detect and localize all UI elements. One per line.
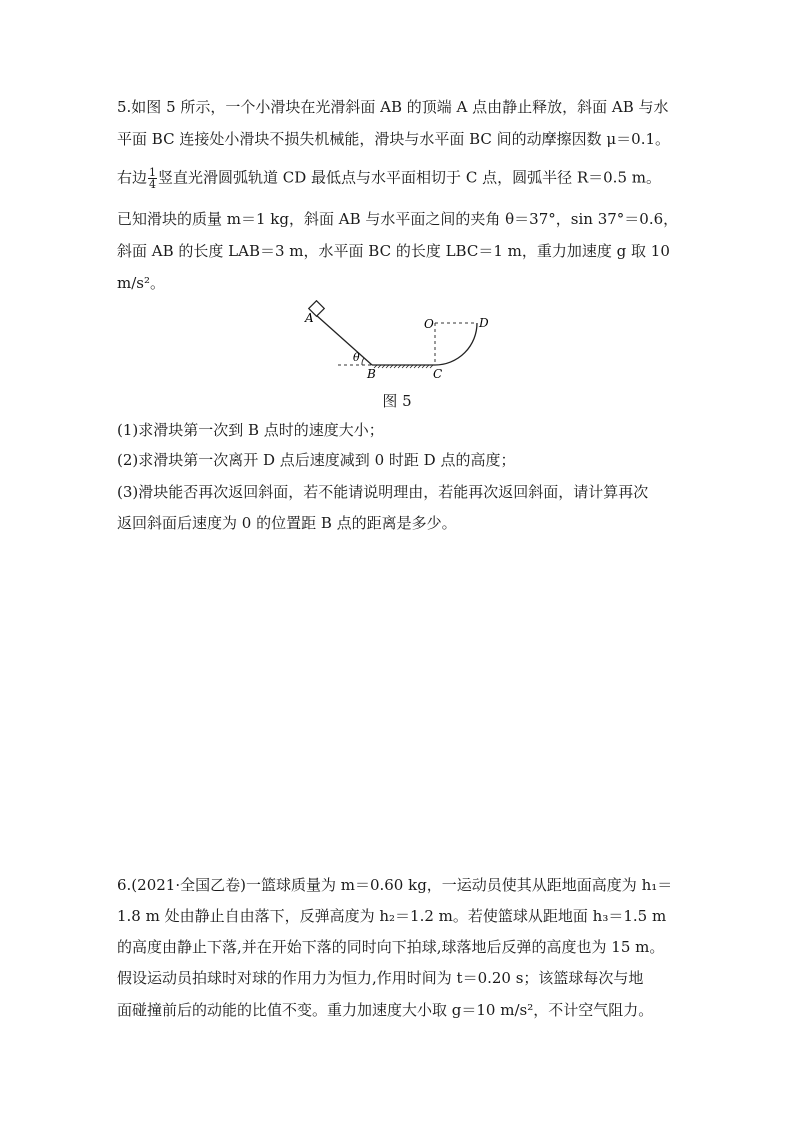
q6-line-3: 的高度由静止下落,并在开始下落的同时向下拍球,球落地后反弹的高度也为 15 m。 bbox=[117, 938, 665, 956]
fraction-denominator: 4 bbox=[149, 178, 157, 191]
q5-line-4: 已知滑块的质量 m＝1 kg，斜面 AB 与水平面之间的夹角 θ＝37°，sin 37°＝0.6， bbox=[117, 210, 679, 228]
q5-question-2: (2)求滑块第一次离开 D 点后速度减到 0 时距 D 点的高度； bbox=[117, 451, 516, 469]
q5-line-2: 平面 BC 连接处小滑块不损失机械能，滑块与水平面 BC 间的动摩擦因数 μ＝0.1。 bbox=[117, 130, 671, 148]
label-c: C bbox=[433, 367, 443, 381]
fraction-one-quarter bbox=[148, 167, 157, 190]
q6-line-4: 假设运动员拍球时对球的作用力为恒力,作用时间为 t＝0.20 s；该篮球每次与地 bbox=[117, 969, 644, 987]
arc-cd bbox=[435, 323, 477, 365]
label-b: B bbox=[367, 367, 376, 381]
q5-line-3-text: 竖直光滑圆弧轨道 CD 最低点与水平面相切于 C 点，圆弧半径 R＝0.5 m。 bbox=[158, 168, 661, 187]
q6-line-2: 1.8 m 处由静止自由落下，反弹高度为 h₂＝1.2 m。若使篮球从距地面 h₃＝1.5 m bbox=[117, 907, 667, 925]
q5-question-1: (1)求滑块第一次到 B 点时的速度大小； bbox=[117, 421, 384, 439]
label-theta: θ bbox=[353, 351, 360, 364]
theta-arc bbox=[362, 358, 364, 365]
figure-5-diagram bbox=[290, 300, 510, 382]
label-o: O bbox=[424, 317, 434, 331]
fraction-numerator: 1 bbox=[149, 166, 157, 179]
q6-line-5: 面碰撞前后的动能的比值不变。重力加速度大小取 g＝10 m/s²，不计空气阻力。 bbox=[117, 1001, 654, 1019]
q6-line-1: 6.(2021·全国乙卷)一篮球质量为 m＝0.60 kg，一运动员使其从距地面高度为 h₁＝ bbox=[117, 876, 673, 894]
q5-question-3: (3)滑块能否再次返回斜面，若不能请说明理由，若能再次返回斜面，请计算再次 bbox=[117, 483, 649, 501]
q5-line-6: m/s²。 bbox=[117, 274, 165, 292]
q5-line-3 bbox=[117, 167, 687, 190]
q5-question-3-cont: 返回斜面后速度为 0 的位置距 B 点的距离是多少。 bbox=[117, 514, 457, 532]
q5-line-3-prefix: 右边 bbox=[117, 168, 148, 187]
figure-5-caption: 图 5 bbox=[382, 392, 412, 410]
label-d: D bbox=[479, 316, 489, 330]
q5-line-5: 斜面 AB 的长度 LAB＝3 m，水平面 BC 的长度 LBC＝1 m，重力加速度 g 取 10 bbox=[117, 242, 670, 260]
q5-line-1: 5.如图 5 所示，一个小滑块在光滑斜面 AB 的顶端 A 点由静止释放，斜面 AB 与水 bbox=[117, 98, 669, 116]
label-a: A bbox=[305, 311, 314, 325]
incline-ab bbox=[316, 315, 372, 365]
